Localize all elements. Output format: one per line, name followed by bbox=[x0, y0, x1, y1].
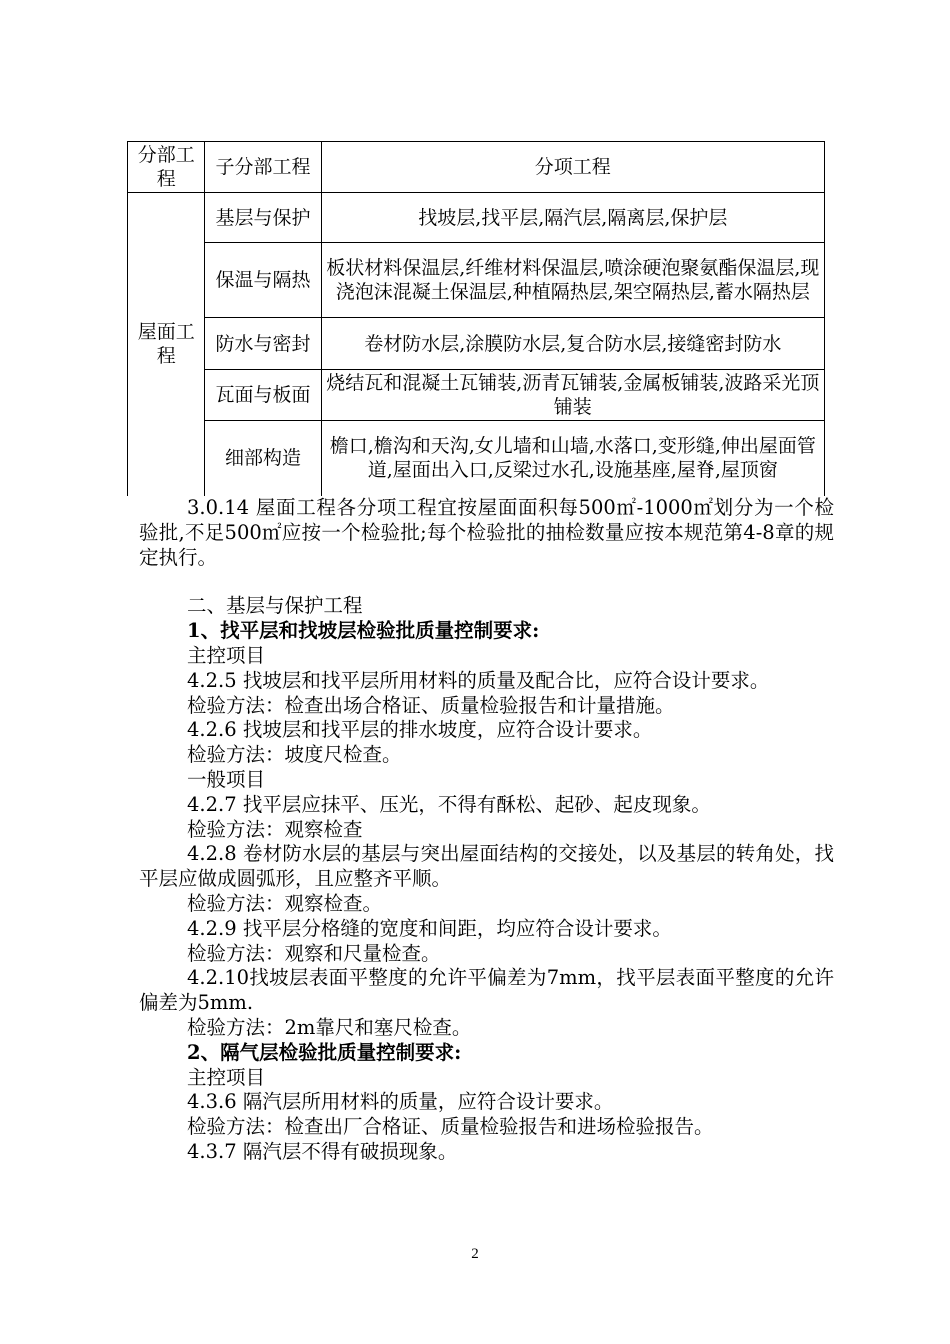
page-number: 2 bbox=[471, 1246, 479, 1262]
subdivision-cell: 基层与保护 bbox=[205, 193, 321, 243]
table-header-row bbox=[128, 142, 825, 193]
clause: 4.3.6 隔汽层所用材料的质量，应符合设计要求。 bbox=[187, 1090, 614, 1114]
inspection-method: 检验方法：观察和尺量检查。 bbox=[187, 941, 441, 965]
clause: 4.3.7 隔汽层不得有破损现象。 bbox=[187, 1139, 458, 1163]
subdivision-table bbox=[127, 141, 825, 496]
table-row bbox=[128, 243, 825, 318]
inspection-method: 检验方法：2m靠尺和塞尺检查。 bbox=[187, 1015, 472, 1039]
subsection-heading: 2、隔气层检验批质量控制要求: bbox=[187, 1040, 462, 1064]
subdivision-cell: 细部构造 bbox=[205, 421, 321, 496]
subdivision-cell: 防水与密封 bbox=[205, 318, 321, 370]
table-row bbox=[128, 370, 825, 421]
subdivision-cell: 保温与隔热 bbox=[205, 243, 321, 318]
inspection-method: 检验方法：观察检查 bbox=[187, 817, 363, 841]
category-label: 主控项目 bbox=[187, 1065, 266, 1089]
items-cell: 找坡层,找平层,隔汽层,隔离层,保护层 bbox=[321, 193, 824, 243]
items-cell: 檐口,檐沟和天沟,女儿墙和山墙,水落口,变形缝,伸出屋面管道,屋面出入口,反梁过水孔,设施基座,屋脊,屋顶窗 bbox=[321, 421, 824, 496]
clause: 4.2.8 卷材防水层的基层与突出屋面结构的交接处，以及基层的转角处，找平层应做成圆弧形，且应整齐平顺。 bbox=[139, 842, 834, 891]
header-division: 分部工程 bbox=[128, 142, 205, 193]
table-row bbox=[128, 318, 825, 370]
items-cell: 烧结瓦和混凝土瓦铺装,沥青瓦铺装,金属板铺装,波路采光顶铺装 bbox=[321, 370, 824, 421]
clause-3-0-14: 3.0.14 屋面工程各分项工程宜按屋面面积每500㎡-1000㎡划分为一个检验批,不足500㎡应按一个检验批;每个检验批的抽检数量应按本规范第4-8章的规定执行。 bbox=[139, 496, 834, 569]
category-label: 主控项目 bbox=[187, 643, 266, 667]
inspection-method: 检验方法：坡度尺检查。 bbox=[187, 743, 402, 767]
items-cell: 卷材防水层,涂膜防水层,复合防水层,接缝密封防水 bbox=[321, 318, 824, 370]
table-row bbox=[128, 193, 825, 243]
header-subdivision: 子分部工程 bbox=[205, 142, 321, 193]
category-label: 一般项目 bbox=[187, 767, 266, 791]
table-row bbox=[128, 421, 825, 496]
clause: 4.2.6 找坡层和找平层的排水坡度，应符合设计要求。 bbox=[187, 718, 653, 742]
clause: 4.2.9 找平层分格缝的宽度和间距，均应符合设计要求。 bbox=[187, 916, 672, 940]
clause: 4.2.5 找坡层和找平层所用材料的质量及配合比，应符合设计要求。 bbox=[187, 668, 770, 692]
body-text bbox=[139, 496, 834, 1165]
items-cell: 板状材料保温层,纤维材料保温层,喷涂硬泡聚氨酯保温层,现浇泡沫混凝土保温层,种植隔热层,架空隔热层,蓄水隔热层 bbox=[321, 243, 824, 318]
section-heading: 二、基层与保护工程 bbox=[187, 594, 363, 618]
clause: 4.2.7 找平层应抹平、压光，不得有酥松、起砂、起皮现象。 bbox=[187, 792, 711, 816]
division-cell: 屋面工程 bbox=[128, 193, 205, 496]
subdivision-cell: 瓦面与板面 bbox=[205, 370, 321, 421]
header-items: 分项工程 bbox=[321, 142, 824, 193]
clause: 4.2.10找坡层表面平整度的允许平偏差为7mm，找平层表面平整度的允许偏差为5mm. bbox=[139, 966, 834, 1015]
inspection-method: 检验方法：观察检查。 bbox=[187, 891, 383, 915]
inspection-method: 检验方法：检查出厂合格证、质量检验报告和进场检验报告。 bbox=[187, 1115, 714, 1139]
inspection-method: 检验方法：检查出场合格证、质量检验报告和计量措施。 bbox=[187, 693, 675, 717]
subsection-heading: 1、找平层和找坡层检验批质量控制要求: bbox=[187, 619, 540, 643]
